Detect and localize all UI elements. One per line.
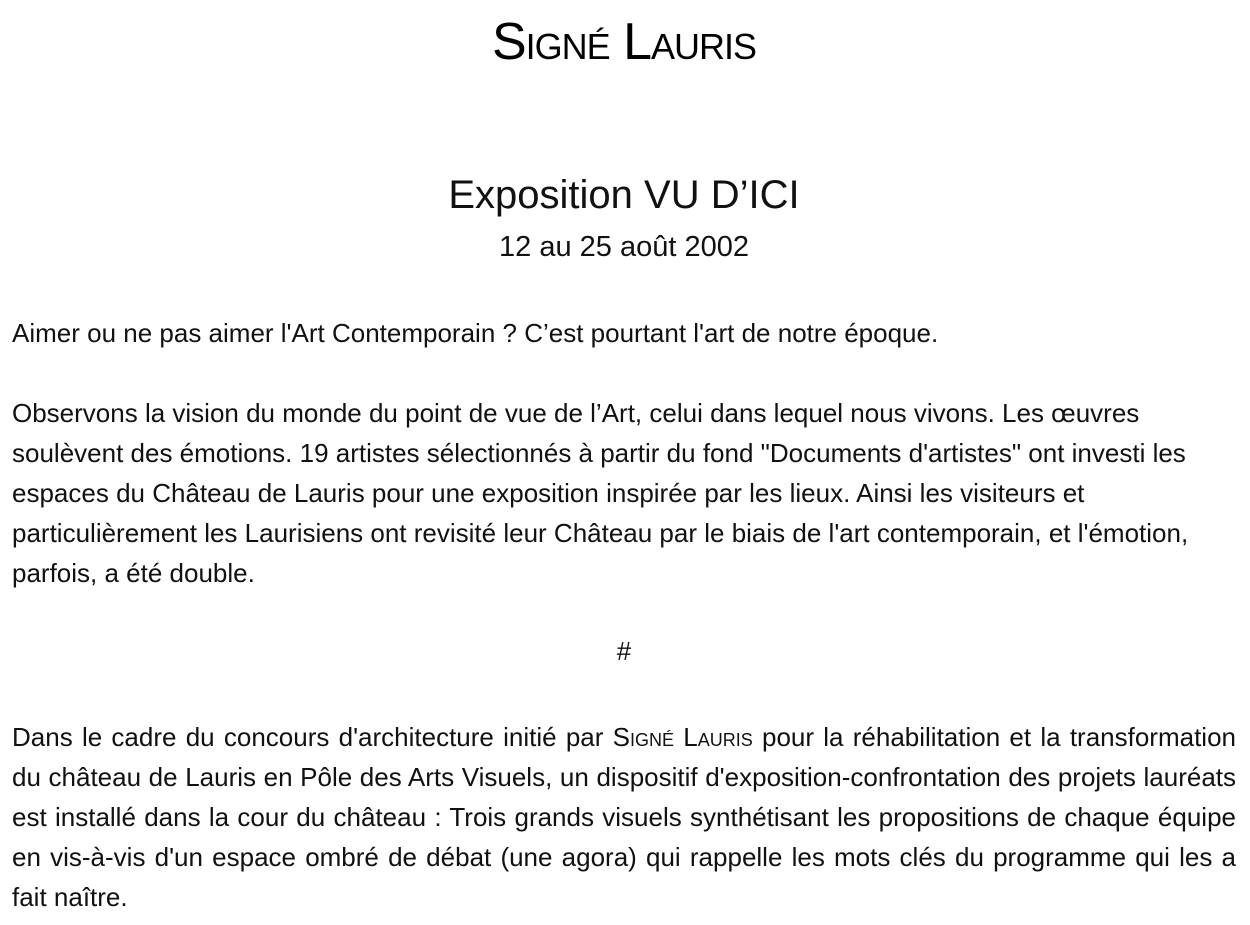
concours-brand-name: Signé Lauris: [612, 722, 753, 752]
section-separator: #: [616, 636, 632, 666]
concours-paragraph: [12, 717, 1236, 917]
brand-title: Signé Lauris: [491, 13, 757, 71]
exposition-dates: 12 au 25 août 2002: [499, 231, 749, 263]
concours-text-end: pour la réhabilitation et la transformation du château de Lauris en Pôle des Arts Visuels, un dispositif d'exposition-confrontation des projets lauréats est installé dans la cour du château : Trois grands visuels synthétisant les propositions de chaque équipe en vis-à-vis d'un espace ombré de débat (une agora) qui rappelle les mots clés du programme qui les a fait naître.: [12, 722, 1237, 912]
concours-text-start: Dans le cadre du concours d'architecture initié par: [12, 722, 613, 752]
description-paragraph: Observons la vision du monde du point de vue de l’Art, celui dans lequel nous vivons. Les œuvres soulèvent des émotions. 19 artistes sélectionnés à partir du fond "Documents d'artistes" ont investi les espaces du Château de Lauris pour une exposition inspirée par les lieux. Ainsi les visiteurs et particulièrement les Laurisiens ont revisité leur Château par le biais de l'art contemporain, et l'émotion, parfois, a été double.: [12, 398, 1189, 588]
intro-paragraph: Aimer ou ne pas aimer l'Art Contemporain ? C’est pourtant l'art de notre époque.: [12, 318, 939, 348]
exposition-title: Exposition VU D’ICI: [448, 173, 800, 217]
